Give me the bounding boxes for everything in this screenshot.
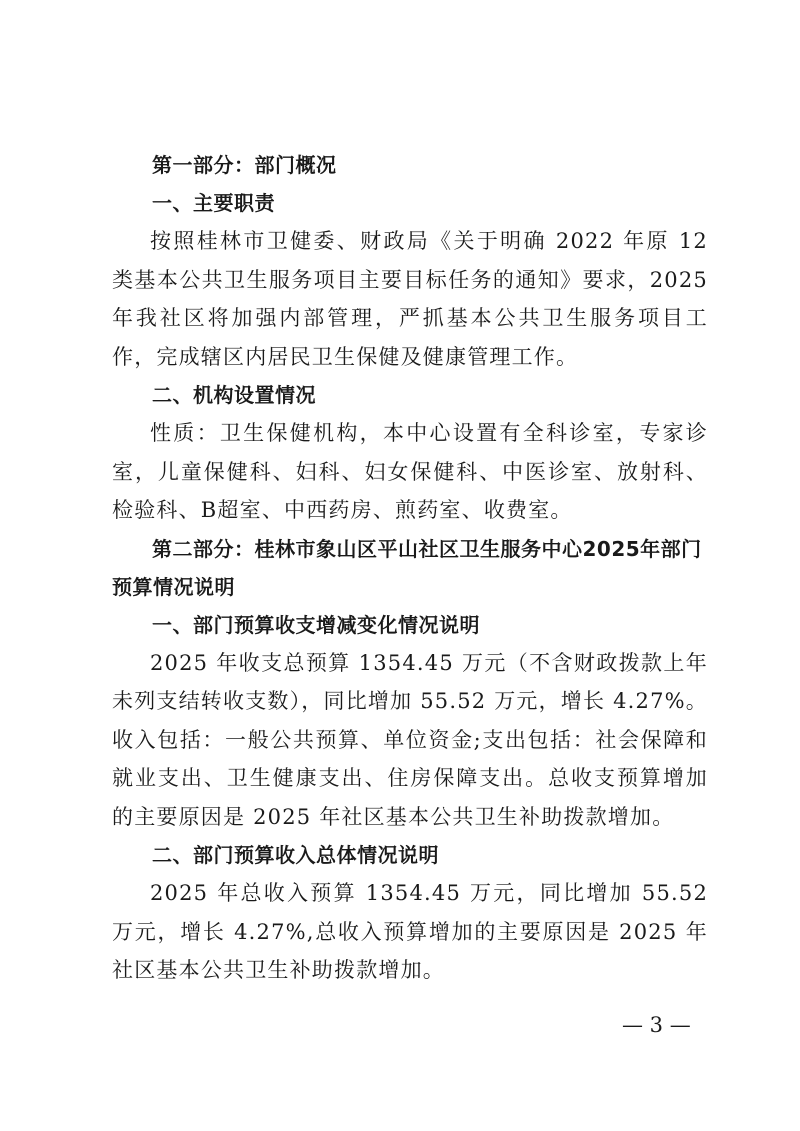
document-body [112, 146, 708, 990]
section-main-duties-title: 一、主要职责 [152, 191, 275, 215]
section-org-setup-title: 二、机构设置情况 [152, 383, 316, 407]
section-budget-change-body: 2025 年收支总预算 1354.45 万元（不含财政拨款上年未列支结转收支数），同比增加 55.52 万元，增长 4.27%。收入包括：一般公共预算、单位资金;支出包括：社会保障和就业支出、卫生健康支出、住房保障支出。总收支预算增加的主要原因是 2025 年社区基本公共卫生补助拨款增加。 [112, 650, 708, 829]
section-income-overview-title: 二、部门预算收入总体情况说明 [152, 843, 439, 867]
section-org-setup-body: 性质：卫生保健机构，本中心设置有全科诊室，专家诊室，儿童保健科、妇科、妇女保健科、中医诊室、放射科、检验科、B超室、中西药房、煎药室、收费室。 [112, 421, 708, 522]
page-number: — 3 — [622, 1013, 691, 1037]
section-budget-change-title: 一、部门预算收支增减变化情况说明 [152, 612, 480, 637]
section-main-duties-body: 按照桂林市卫健委、财政局《关于明确 2022 年原 12 类基本公共卫生服务项目主要目标任务的通知》要求，2025 年我社区将加强内部管理，严抓基本公共卫生服务项目工作，完成辖区内居民卫生保健及健康管理工作。 [112, 229, 708, 369]
part2-title: 第二部分：桂林市象山区平山社区卫生服务中心2025年部门预算情况说明 [112, 536, 702, 599]
section-income-overview-body: 2025 年总收入预算 1354.45 万元，同比增加 55.52 万元，增长 4.27%,总收入预算增加的主要原因是 2025 年社区基本公共卫生补助拨款增加。 [112, 881, 708, 982]
part1-title: 第一部分：部门概况 [152, 153, 337, 177]
